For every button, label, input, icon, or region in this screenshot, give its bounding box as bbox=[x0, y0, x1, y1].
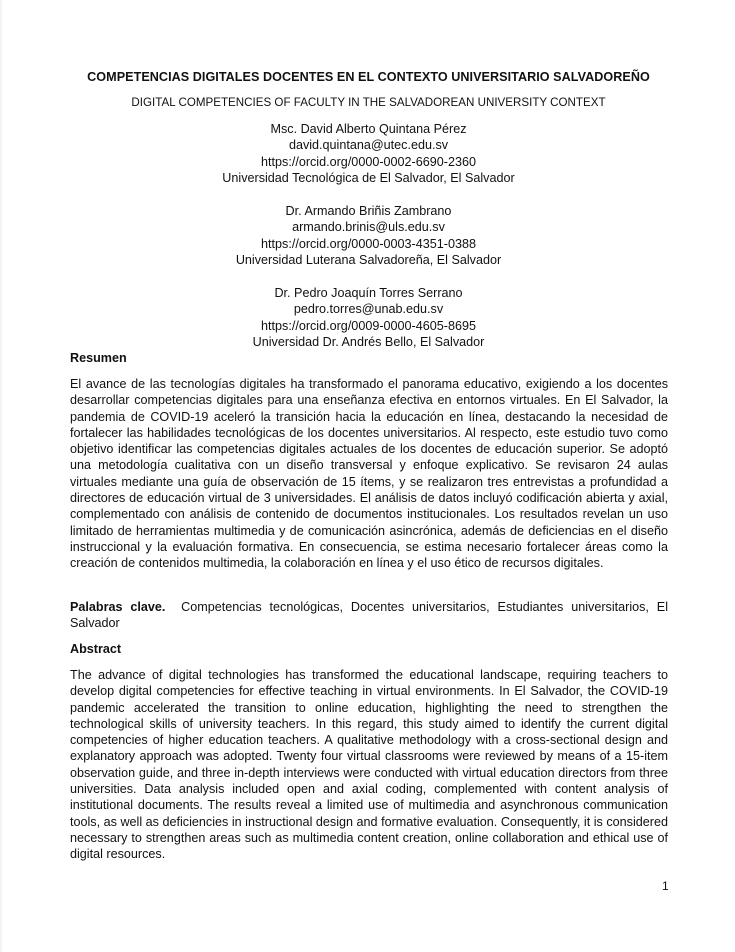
author-email[interactable]: pedro.torres@unab.edu.sv bbox=[293, 302, 444, 317]
author-name: Msc. David Alberto Quintana Pérez bbox=[270, 122, 467, 136]
paper-subtitle: DIGITAL COMPETENCIES OF FACULTY IN THE SALVADOREAN UNIVERSITY CONTEXT bbox=[131, 96, 606, 109]
author-email[interactable]: david.quintana@utec.edu.sv bbox=[288, 138, 449, 153]
author-name: Dr. Armando Briñis Zambrano bbox=[285, 204, 452, 218]
author-affiliation: Universidad Tecnológica de El Salvador, El Salvador bbox=[222, 171, 515, 186]
abstract-heading: Abstract bbox=[70, 642, 122, 656]
author-email[interactable]: armando.brinis@uls.edu.sv bbox=[292, 220, 445, 235]
document-page bbox=[2, 0, 735, 952]
author-block-3 bbox=[2, 285, 735, 351]
paper-title: COMPETENCIAS DIGITALES DOCENTES EN EL CONTEXTO UNIVERSITARIO SALVADOREÑO bbox=[87, 70, 650, 84]
keywords-paragraph bbox=[70, 599, 668, 632]
abstract-text: The advance of digital technologies has transformed the educational landscape, requiring teachers to develop digital competencies for effective teaching in virtual environments. In El Salvador, the COVID-19 pandemic accelerated the transition to online education, highlighting the need to strengthen the technological skills of university teachers. In this regard, this study aimed to identify the current digital competencies of higher education teachers. A qualitative methodology with a cross-sectional design and explanatory approach was adopted. Twenty four virtual classrooms were reviewed by means of a 15-item observation guide, and three in-depth interviews were conducted with virtual education directors from three universities. Data analysis included open and axial coding, complemented with content analysis of institutional documents. The results reveal a limited use of multimedia and asynchronous communication tools, as well as deficiencies in instructional design and formative evaluation. Consequently, it is considered necessary to strengthen areas such as multimedia content creation, online collaboration and ethical use of digital resources. bbox=[70, 668, 668, 862]
keywords-label: Palabras clave. bbox=[70, 600, 166, 614]
author-name: Dr. Pedro Joaquín Torres Serrano bbox=[274, 286, 463, 300]
author-block-1 bbox=[2, 121, 735, 187]
author-orcid[interactable]: https://orcid.org/0000-0003-4351-0388 bbox=[261, 236, 476, 251]
resumen-heading: Resumen bbox=[70, 351, 127, 365]
author-block-2 bbox=[2, 203, 735, 269]
author-affiliation: Universidad Dr. Andrés Bello, El Salvador bbox=[252, 335, 485, 350]
resumen-text: El avance de las tecnologías digitales ha transformado el panorama educativo, exigiendo a los docentes desarrollar competencias digitales para una enseñanza efectiva en entornos virtuales. En El Salvador, la pandemia de COVID-19 aceleró la transición hacia la educación en línea, destacando la necesidad de fortalecer las habilidades tecnológicas de los docentes universitarios. Al respecto, este estudio tuvo como objetivo identificar las competencias digitales actuales de los docentes de educación superior. Se adoptó una metodología cualitativa con un diseño transversal y enfoque explicativo. Se revisaron 24 aulas virtuales mediante una guía de observación de 15 ítems, y se realizaron tres entrevistas a profundidad a directores de educación virtual de 3 universidades. El análisis de datos incluyó codificación abierta y axial, complementado con análisis de contenido de documentos institucionales. Los resultados revelan un uso limitado de herramientas multimedia y de comunicación asincrónica, además de deficiencias en el diseño instruccional y la evaluación formativa. En consecuencia, se estima necesario fortalecer áreas como la creación de contenidos multimedia, la colaboración en línea y el uso ético de recursos digitales. bbox=[70, 377, 668, 571]
author-orcid[interactable]: https://orcid.org/0000-0002-6690-2360 bbox=[261, 154, 476, 169]
author-orcid[interactable]: https://orcid.org/0009-0000-4605-8695 bbox=[261, 318, 476, 333]
page-number: 1 bbox=[662, 879, 669, 893]
author-affiliation: Universidad Luterana Salvadoreña, El Salvador bbox=[235, 253, 502, 268]
keywords-text: Competencias tecnológicas, Docentes universitarios, Estudiantes universitarios, El Salvador bbox=[70, 600, 668, 631]
